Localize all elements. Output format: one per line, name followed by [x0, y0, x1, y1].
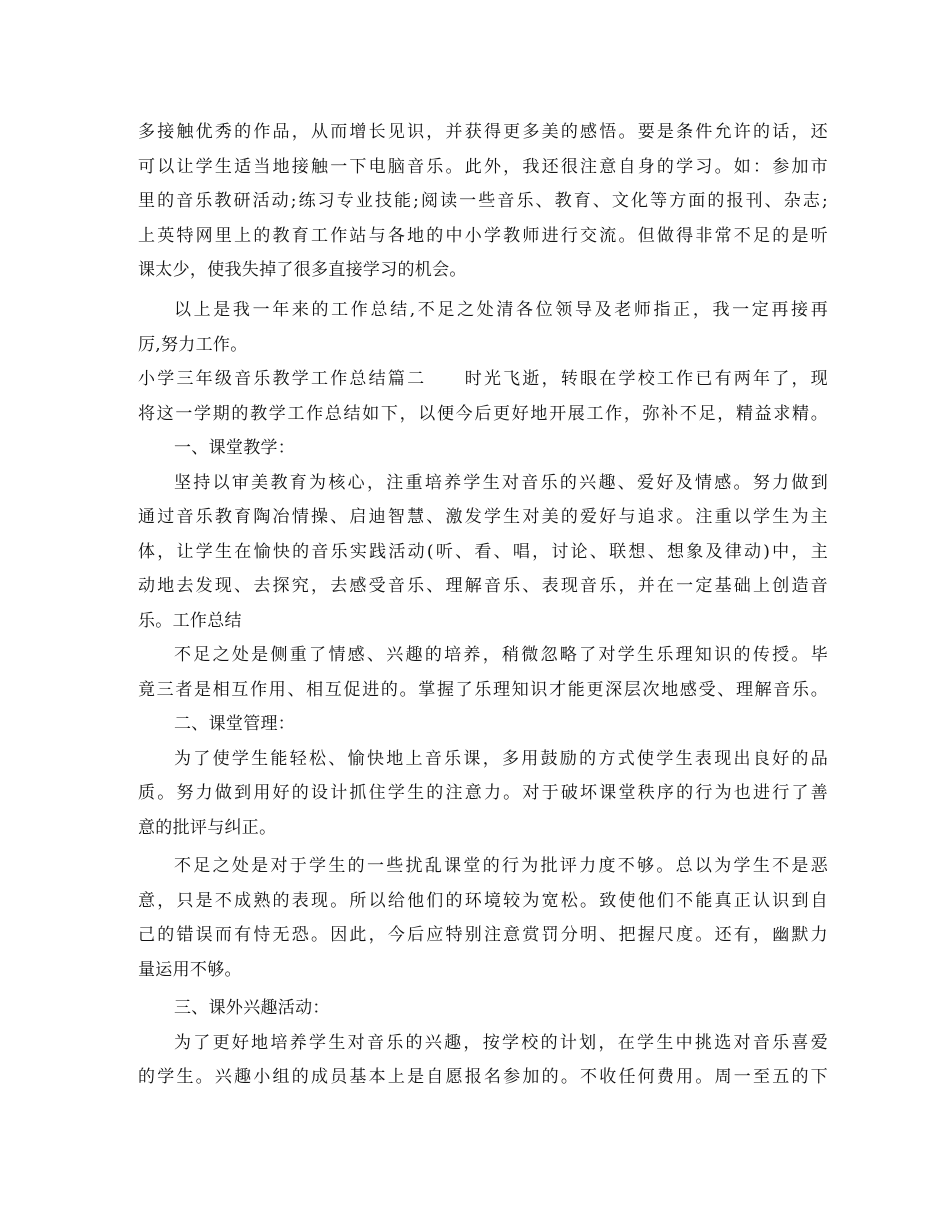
text-line: 里的音乐教研活动;练习专业技能;阅读一些音乐、教育、文化等方面的报刊、杂志;	[138, 191, 828, 211]
text-line: 乐。工作总结	[138, 611, 242, 631]
text-line: 不足之处是对于学生的一些扰乱课堂的行为批评力度不够。总以为学生不是恶	[174, 856, 828, 876]
text-line: 己的错误而有恃无恐。因此，今后应特别注意赏罚分明、把握尺度。还有，幽默力	[138, 925, 828, 945]
text-line: 以上是我一年来的工作总结,不足之处清各位领导及老师指正，我一定再接再	[174, 300, 828, 320]
text-line: 体，让学生在愉快的音乐实践活动(听、看、唱，讨论、联想、想象及律动)中，主	[138, 542, 828, 562]
section-title-line: 小学三年级音乐教学工作总结篇二 时光飞逝，转眼在学校工作已有两年了，现	[138, 369, 828, 389]
text-line: 上英特网里上的教育工作站与各地的中小学教师进行交流。但做得非常不足的是听	[138, 226, 828, 246]
text-line: 厉,努力工作。	[138, 335, 248, 355]
text-line: 质。努力做到用好的设计抓住学生的注意力。对于破坏课堂秩序的行为也进行了善	[138, 783, 828, 803]
text-line: 不足之处是侧重了情感、兴趣的培养，稍微忽略了对学生乐理知识的传授。毕	[174, 645, 828, 665]
section-heading: 二、课堂管理：	[174, 714, 296, 734]
text-line: 的学生。兴趣小组的成员基本上是自愿报名参加的。不收任何费用。周一至五的下	[138, 1067, 828, 1087]
text-line: 课太少，使我失掉了很多直接学习的机会。	[138, 260, 467, 280]
text-line: 竟三者是相互作用、相互促进的。掌握了乐理知识才能更深层次地感受、理解音乐。	[138, 680, 828, 700]
text-line: 动地去发现、去探究，去感受音乐、理解音乐、表现音乐，并在一定基础上创造音	[138, 576, 828, 596]
text-line: 意，只是不成熟的表现。所以给他们的环境较为宽松。致使他们不能真正认识到自	[138, 891, 828, 911]
text-line: 多接触优秀的作品，从而增长见识，并获得更多美的感悟。要是条件允许的话，还	[138, 122, 828, 142]
text-line: 量运用不够。	[138, 960, 242, 980]
section-heading: 三、课外兴趣活动：	[174, 998, 330, 1018]
section-heading: 一、课堂教学：	[174, 438, 296, 458]
text-line: 为了更好地培养学生对音乐的兴趣，按学校的计划，在学生中挑选对音乐喜爱	[174, 1033, 828, 1053]
text-line: 通过音乐教育陶冶情操、启迪智慧、激发学生对美的爱好与追求。注重以学生为主	[138, 507, 828, 527]
text-line: 可以让学生适当地接触一下电脑音乐。此外，我还很注意自身的学习。如：参加市	[138, 157, 828, 177]
text-line: 意的批评与纠正。	[138, 818, 277, 838]
text-line: 坚持以审美教育为核心，注重培养学生对音乐的兴趣、爱好及情感。努力做到	[174, 473, 828, 493]
text-line: 将这一学期的教学工作总结如下，以便今后更好地开展工作，弥补不足，精益求精。	[138, 404, 828, 424]
text-line: 为了使学生能轻松、愉快地上音乐课，多用鼓励的方式使学生表现出良好的品	[174, 749, 828, 769]
